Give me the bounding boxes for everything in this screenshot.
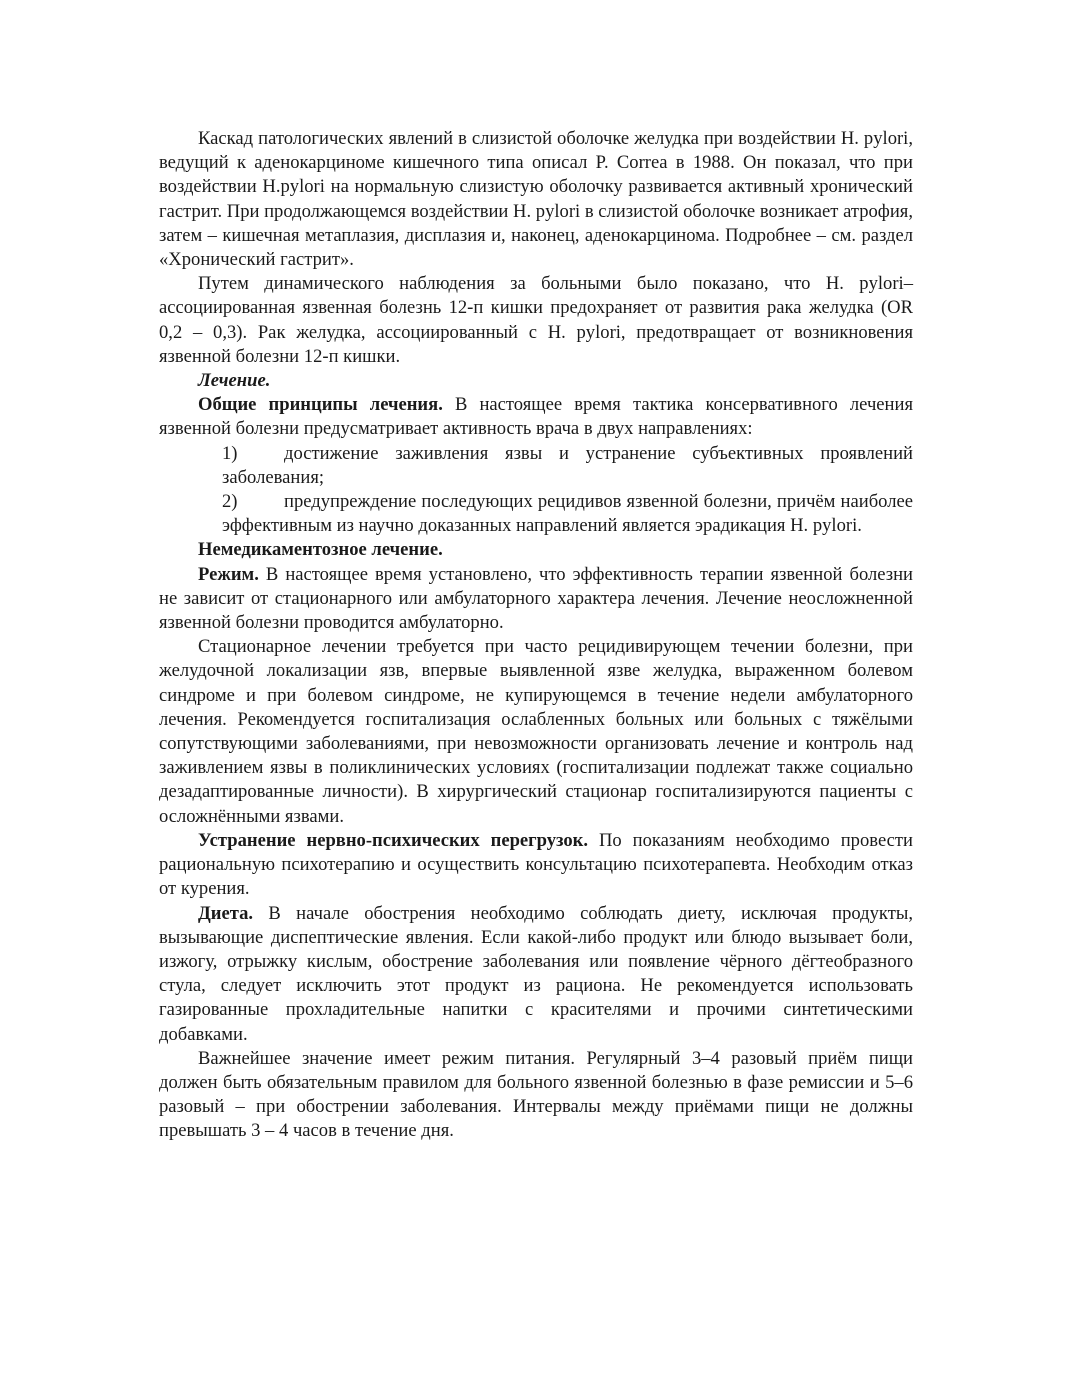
general-principles-lead: Общие принципы лечения. [198,394,443,416]
paragraph-cascade: Каскад патологических явлений в слизистой оболочке желудка при воздействии H. pylori, ведущий к аденокарциноме кишечного типа описал P. Correa в 1988. Он показал, что при воздействии H.pylori на нормальную слизистую оболочку развивается активный хронический гастрит. При продолжающемся воздействии H. pylori в слизистой оболочке возникает атрофия, затем – кишечная метаплазия, дисплазия и, наконец, аденокарцинома. Подробнее – см. раздел «Хронический гастрит». [159,128,913,271]
paragraph-inpatient: Стационарное лечении требуется при часто рецидивирующем течении болезни, при желудочной локализации язв, впервые выявленной язве желудка, выраженном болевом синдроме и при болевом синдроме, не купирующемся в течение недели амбулаторного лечения. Рекомендуется госпитализация ослабленных больных или больных с тяжёлыми сопутствующими заболеваниями, при невозможности организовать лечение и контроль над заживлением язвы в поликлинических условиях (госпитализации подлежат также социально дезадаптированные личности). В хирургический стационар госпитализируются пациенты с осложнёнными язвами. [159,636,913,827]
document-page [159,127,913,1144]
non-drug-heading: Немедикаментозное лечение. [198,539,443,561]
paragraph-regime [159,563,913,636]
stress-lead: Устранение нервно-психических перегрузок. [198,829,589,851]
stress-text: По показаниям необходимо провести рациональную психотерапию и осуществить консультацию психотерапевта. Необходим отказ от курения. [159,829,913,900]
list-item-text: предупреждение последующих рецидивов язвенной болезни, причём наиболее эффективным из научно доказанных направлений является эрадикация H. pylori. [222,491,913,537]
treatment-heading: Лечение. [198,370,271,392]
diet-lead: Диета. [198,902,254,924]
paragraph-meals: Важнейшее значение имеет режим питания. Регулярный 3–4 разовый приём пищи должен быть обязательным правилом для больного язвенной болезнью в фазе ремиссии и 5–6 разовый – при обострении заболевания. Интервалы между приёмами пищи не должны превышать 3 – 4 часов в течение дня. [159,1047,913,1142]
paragraph-general-principles [159,393,913,441]
diet-text: В начале обострения необходимо соблюдать диету, исключая продукты, вызывающие диспептические явления. Если какой-либо продукт или блюдо вызывает боли, изжогу, отрыжку кислым, обострение заболевания или появление чёрного дёгтеобразного стула, следует исключить этот продукт из рациона. Не рекомендуется использовать газированные прохладительные напитки с красителями и прочими синтетическими добавками. [159,902,913,1045]
list-item-number: 1) [222,442,238,464]
general-principles-text: В настоящее время тактика консервативного лечения язвенной болезни предусматривает активность врача в двух направлениях: [159,394,913,440]
list-item-text: достижение заживления язвы и устранение субъективных проявлений заболевания; [222,442,913,488]
paragraph-diet [159,902,913,1047]
regime-text: В настоящее время установлено, что эффективность терапии язвенной болезни не зависит от стационарного или амбулаторного характера лечения. Лечение неосложненной язвенной болезни проводится амбулаторно. [159,563,913,634]
paragraph-observation: Путем динамического наблюдения за больными было показано, что H. pylori–ассоциированная язвенная болезнь 12-п кишки предохраняет от развития рака желудка (OR 0,2 – 0,3). Рак желудка, ассоциированный с H. pylori, предотвращает от возникновения язвенной болезни 12-п кишки. [159,273,913,367]
paragraph-stress [159,829,913,902]
list-item-number: 2) [222,491,238,513]
regime-lead: Режим. [198,563,259,585]
list-item [159,442,913,490]
list-item [159,490,913,538]
